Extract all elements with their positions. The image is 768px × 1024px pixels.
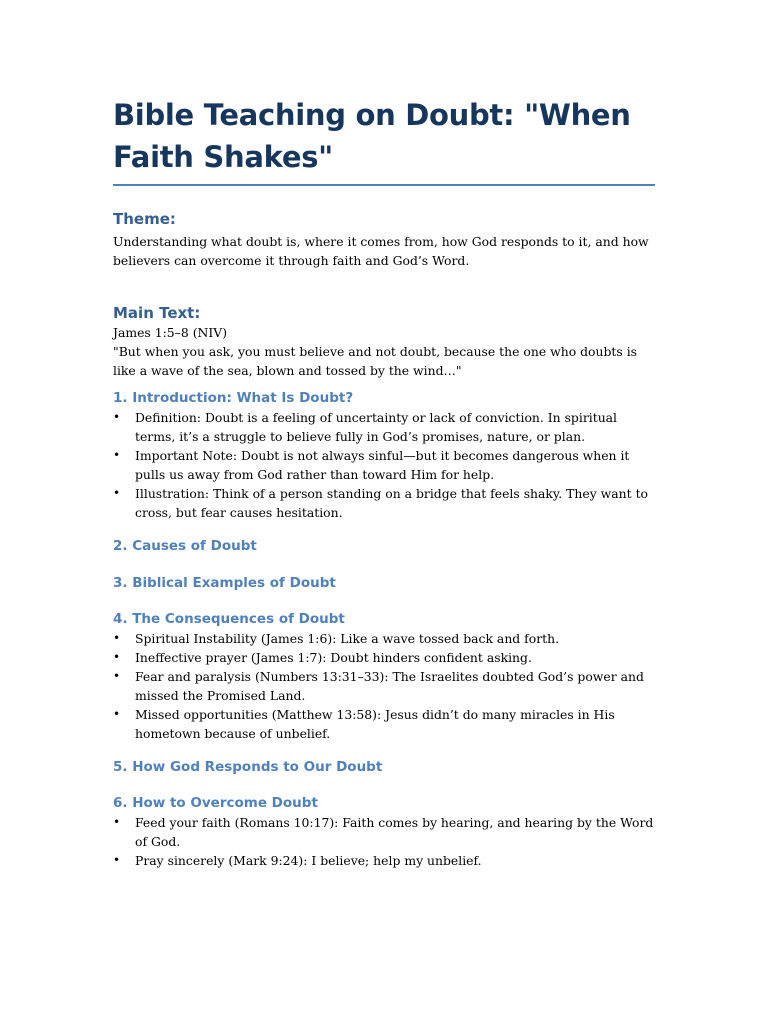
bullet-icon: • bbox=[113, 853, 121, 867]
list-item bbox=[113, 667, 655, 705]
section-heading-causes: 2. Causes of Doubt bbox=[113, 538, 257, 554]
list-item bbox=[113, 629, 655, 648]
list-item-text: Spiritual Instability (James 1:6): Like a wave tossed back and forth. bbox=[135, 631, 560, 646]
list-item bbox=[113, 484, 655, 522]
section-heading-introduction: 1. Introduction: What Is Doubt? bbox=[113, 390, 354, 406]
bullet-icon: • bbox=[113, 650, 121, 664]
list-item bbox=[113, 851, 655, 870]
bullet-icon: • bbox=[113, 707, 121, 721]
list-item-text: Fear and paralysis (Numbers 13:31–33): The Israelites doubted God’s power and missed the Promised Land. bbox=[135, 669, 644, 703]
main-text-heading: Main Text: bbox=[113, 304, 201, 322]
bullet-icon: • bbox=[113, 815, 121, 829]
bullet-icon: • bbox=[113, 448, 121, 462]
theme-heading: Theme: bbox=[113, 210, 176, 228]
section-heading-god-responds: 5. How God Responds to Our Doubt bbox=[113, 759, 383, 775]
list-item bbox=[113, 705, 655, 743]
document-title: Bible Teaching on Doubt: "When Faith Shakes" bbox=[113, 94, 655, 186]
bullet-icon: • bbox=[113, 631, 121, 645]
list-item-text: Important Note: Doubt is not always sinful—but it becomes dangerous when it pulls us away from God rather than toward Him for help. bbox=[135, 448, 630, 482]
bullet-icon: • bbox=[113, 410, 121, 424]
bullet-list-consequences bbox=[113, 629, 655, 743]
bullet-list-introduction bbox=[113, 408, 655, 522]
list-item bbox=[113, 408, 655, 446]
section-heading-overcome: 6. How to Overcome Doubt bbox=[113, 795, 318, 811]
main-text-quote: "But when you ask, you must believe and not doubt, because the one who doubts is like a wave of the sea, blown and tossed by the wind…" bbox=[113, 344, 638, 378]
list-item-text: Illustration: Think of a person standing on a bridge that feels shaky. They want to cross, but fear causes hesitation. bbox=[135, 486, 649, 520]
theme-text: Understanding what doubt is, where it comes from, how God responds to it, and how believers can overcome it through faith and God’s Word. bbox=[113, 234, 649, 268]
list-item-text: Feed your faith (Romans 10:17): Faith comes by hearing, and hearing by the Word of God. bbox=[135, 815, 654, 849]
section-heading-biblical-examples: 3. Biblical Examples of Doubt bbox=[113, 575, 336, 591]
list-item-text: Pray sincerely (Mark 9:24): I believe; help my unbelief. bbox=[135, 853, 482, 868]
list-item bbox=[113, 813, 655, 851]
list-item bbox=[113, 648, 655, 667]
list-item-text: Definition: Doubt is a feeling of uncertainty or lack of conviction. In spiritual terms, it’s a struggle to believe fully in God’s promises, nature, or plan. bbox=[135, 410, 618, 444]
list-item-text: Ineffective prayer (James 1:7): Doubt hinders confident asking. bbox=[135, 650, 532, 665]
list-item bbox=[113, 446, 655, 484]
document-page bbox=[113, 94, 655, 870]
bullet-list-overcome bbox=[113, 813, 655, 870]
section-heading-consequences: 4. The Consequences of Doubt bbox=[113, 611, 345, 627]
bullet-icon: • bbox=[113, 486, 121, 500]
bullet-icon: • bbox=[113, 669, 121, 683]
list-item-text: Missed opportunities (Matthew 13:58): Jesus didn’t do many miracles in His hometown because of unbelief. bbox=[135, 707, 615, 741]
main-text-reference: James 1:5–8 (NIV) bbox=[113, 325, 228, 340]
